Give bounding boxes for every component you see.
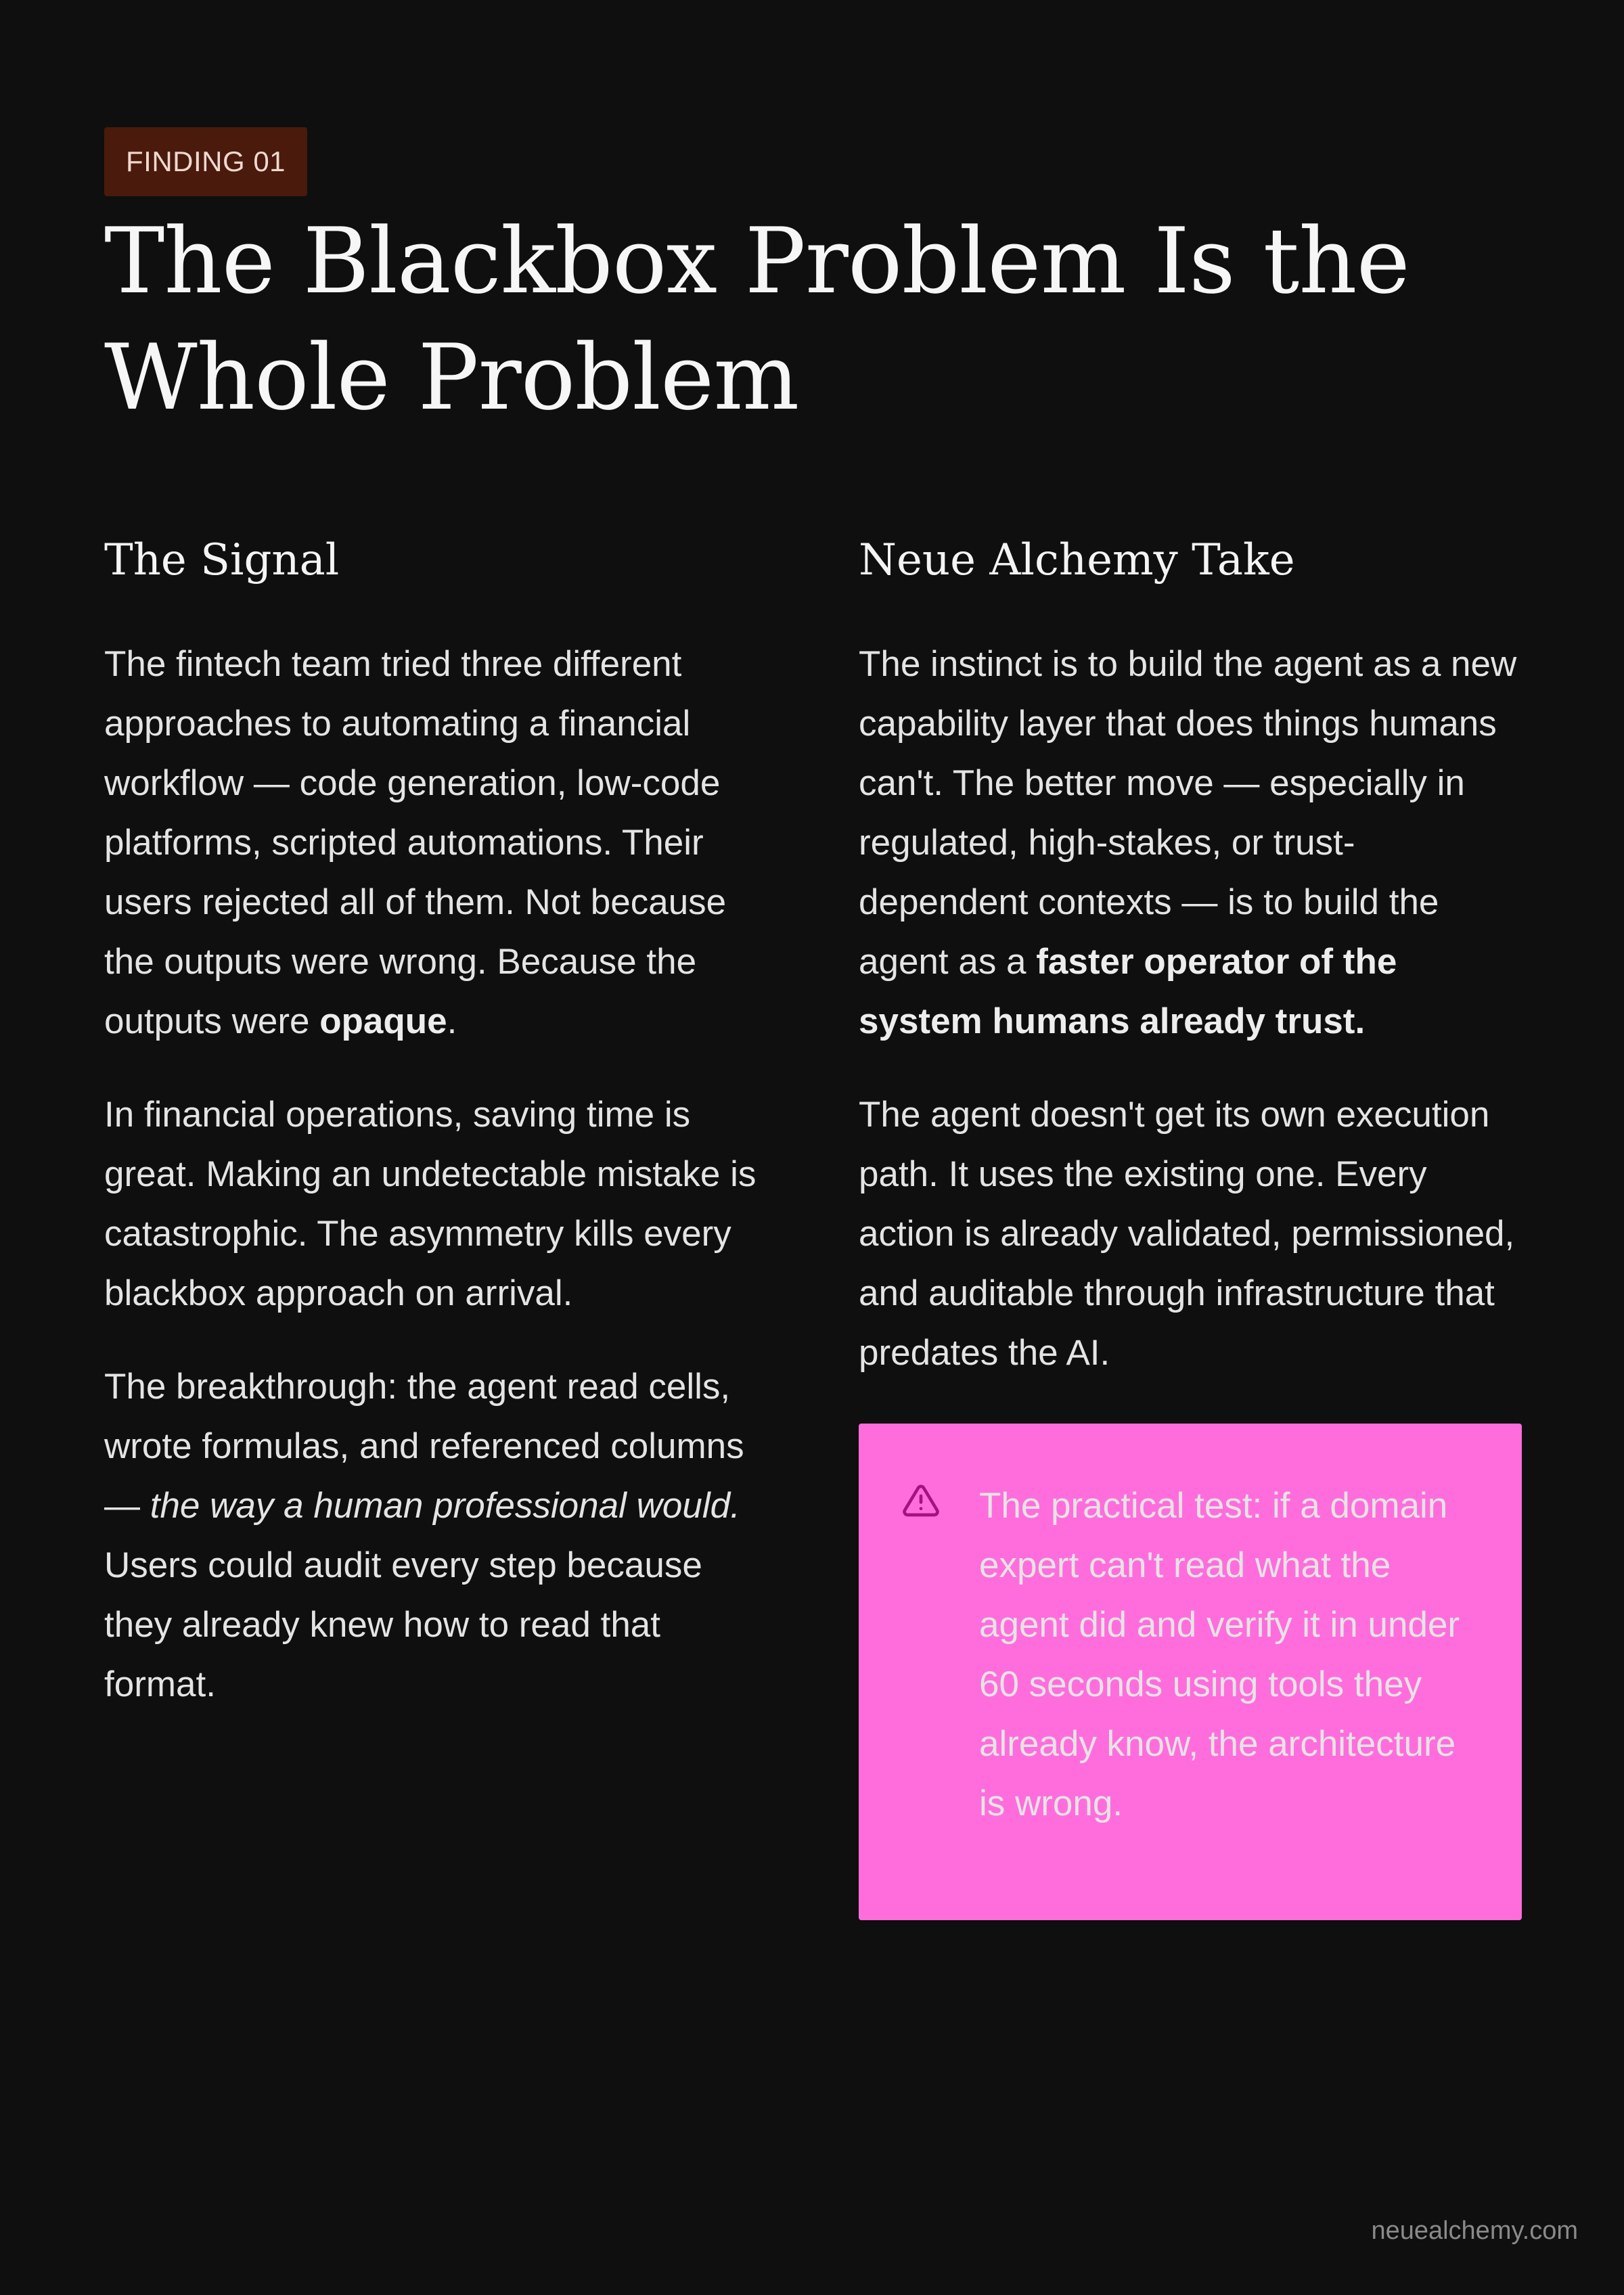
signal-p3-end: Users could audit every step because they already knew how to read that format.	[104, 1545, 702, 1704]
take-paragraph-2: The agent doesn't get its own execution path. It uses the existing one. Every action is already validated, permissioned, and auditable through infrastructure that predates the AI.	[859, 1095, 1515, 1373]
signal-p3-text: The breakthrough: the agent read cells, wrote formulas, and referenced columns —	[104, 1367, 744, 1526]
signal-heading: The Signal	[104, 535, 340, 585]
signal-column	[104, 528, 767, 1748]
take-paragraph-1	[859, 635, 1522, 1051]
warning-icon	[902, 1482, 940, 1520]
page-title: The Blackbox Problem Is the Whole Problem	[104, 208, 1409, 430]
signal-paragraph-1	[104, 635, 767, 1051]
signal-paragraph-2: In financial operations, saving time is great. Making an undetectable mistake is catastrophic. The asymmetry kills every blackbox approach on arrival.	[104, 1095, 757, 1313]
take-p1-text: The instinct is to build the agent as a new capability layer that does things humans can't. The better move — especially in regulated, high-stakes, or trust-dependent contexts — is to build the agent as a	[859, 644, 1517, 982]
take-p1-emphasis: faster operator of the system humans already trust.	[859, 942, 1397, 1041]
finding-badge: FINDING 01	[104, 127, 307, 196]
signal-p1-text: The fintech team tried three different approaches to automating a financial workflow — code generation, low-code platforms, scripted automations. Their users rejected all of them. Not because the outputs were wrong. Because the outputs were	[104, 644, 727, 1041]
signal-p1-emphasis: opaque	[319, 1001, 447, 1041]
signal-p3-italic: the way a human professional would.	[150, 1486, 740, 1526]
callout-text: The practical test: if a domain expert can't read what the agent did and verify it in under 60 seconds using tools they already know, the architecture is wrong.	[979, 1486, 1460, 1823]
signal-p1-end: .	[447, 1001, 457, 1041]
take-heading: Neue Alchemy Take	[859, 535, 1295, 585]
footer-domain: neuealchemy.com	[1371, 2217, 1578, 2245]
take-column	[859, 528, 1522, 1920]
signal-paragraph-3	[104, 1357, 767, 1714]
practical-test-callout	[859, 1424, 1522, 1920]
